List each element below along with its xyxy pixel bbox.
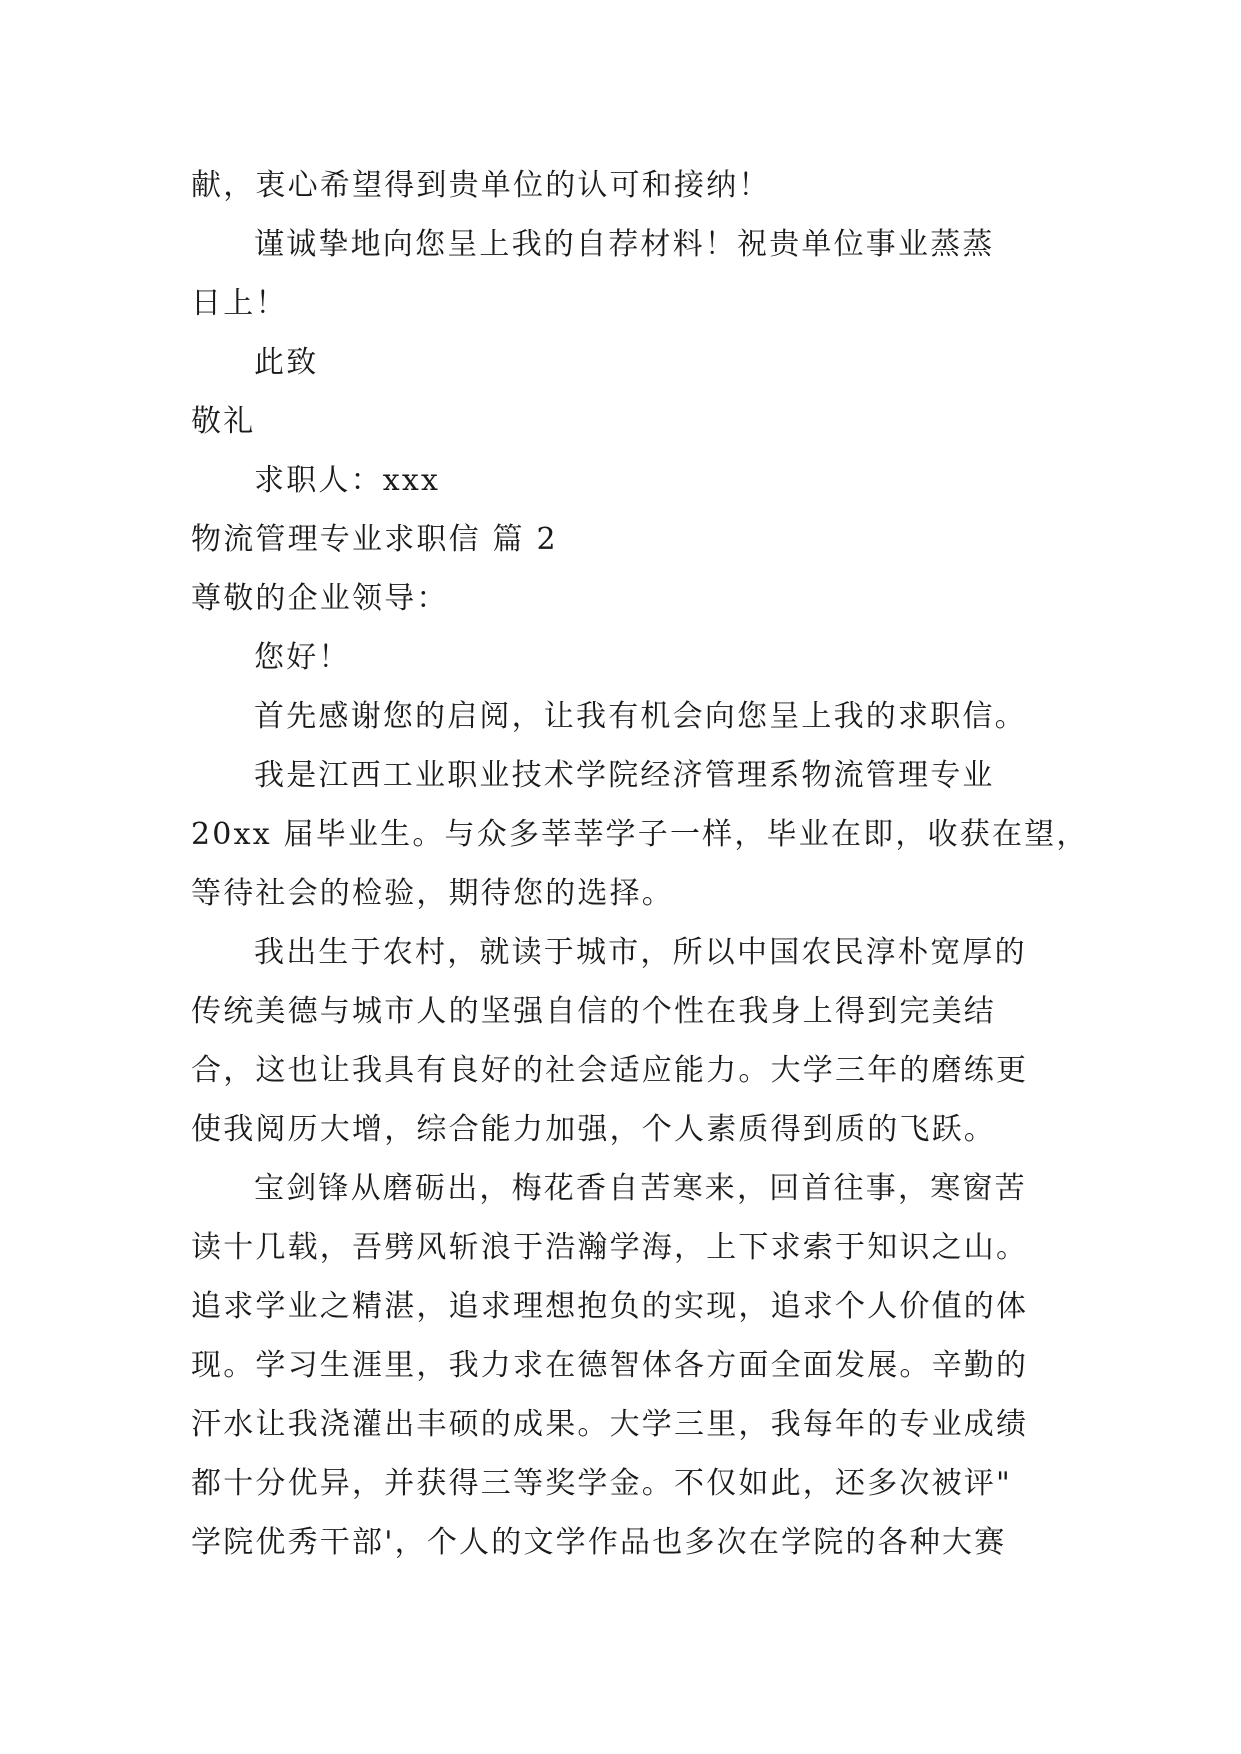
text-line: 使我阅历大增，综合能力加强，个人素质得到质的飞跃。 (191, 1112, 996, 1147)
text-line: 等待社会的检验，期待您的选择。 (191, 876, 674, 911)
text-line: 您好！ (254, 640, 351, 675)
text-line: 汗水让我浇灌出丰硕的成果。大学三里，我每年的专业成绩 (191, 1407, 1029, 1442)
text-line: 现。学习生涯里，我力求在德智体各方面全面发展。辛勤的 (191, 1348, 1029, 1383)
text-line: 求职人：xxx (254, 463, 441, 498)
text-line: 传统美德与城市人的坚强自信的个性在我身上得到完美结 (191, 994, 996, 1029)
text-line: 此致 (254, 345, 319, 380)
text-line: 谨诚挚地向您呈上我的自荐材料！祝贵单位事业蒸蒸 (254, 227, 995, 262)
section-heading: 物流管理专业求职信 篇 2 (191, 522, 558, 557)
text-line: 我出生于农村，就读于城市，所以中国农民淳朴宽厚的 (254, 935, 1027, 970)
text-line: 日上！ (191, 286, 288, 321)
text-line: 读十几载，吾劈风斩浪于浩瀚学海，上下求索于知识之山。 (191, 1230, 1029, 1265)
text-line: 敬礼 (191, 404, 256, 439)
text-line: 首先感谢您的启阅，让我有机会向您呈上我的求职信。 (254, 699, 1027, 734)
text-line: 我是江西工业职业技术学院经济管理系物流管理专业 (254, 758, 995, 793)
text-line: 宝剑锋从磨砺出，梅花香自苦寒来，回首往事，寒窗苦 (254, 1171, 1027, 1206)
text-line: 20xx 届毕业生。与众多莘莘学子一样，毕业在即，收获在望， (191, 817, 1089, 852)
text-line: 追求学业之精湛，追求理想抱负的实现，追求个人价值的体 (191, 1289, 1029, 1324)
text-line: 合，这也让我具有良好的社会适应能力。大学三年的磨练更 (191, 1053, 1029, 1088)
text-line: 学院优秀干部'，个人的文学作品也多次在学院的各种大赛 (191, 1525, 1007, 1560)
text-line: 都十分优异，并获得三等奖学金。不仅如此，还多次被评" (191, 1466, 1012, 1501)
text-line: 献，衷心希望得到贵单位的认可和接纳！ (191, 168, 771, 203)
salutation: 尊敬的企业领导： (191, 581, 449, 616)
